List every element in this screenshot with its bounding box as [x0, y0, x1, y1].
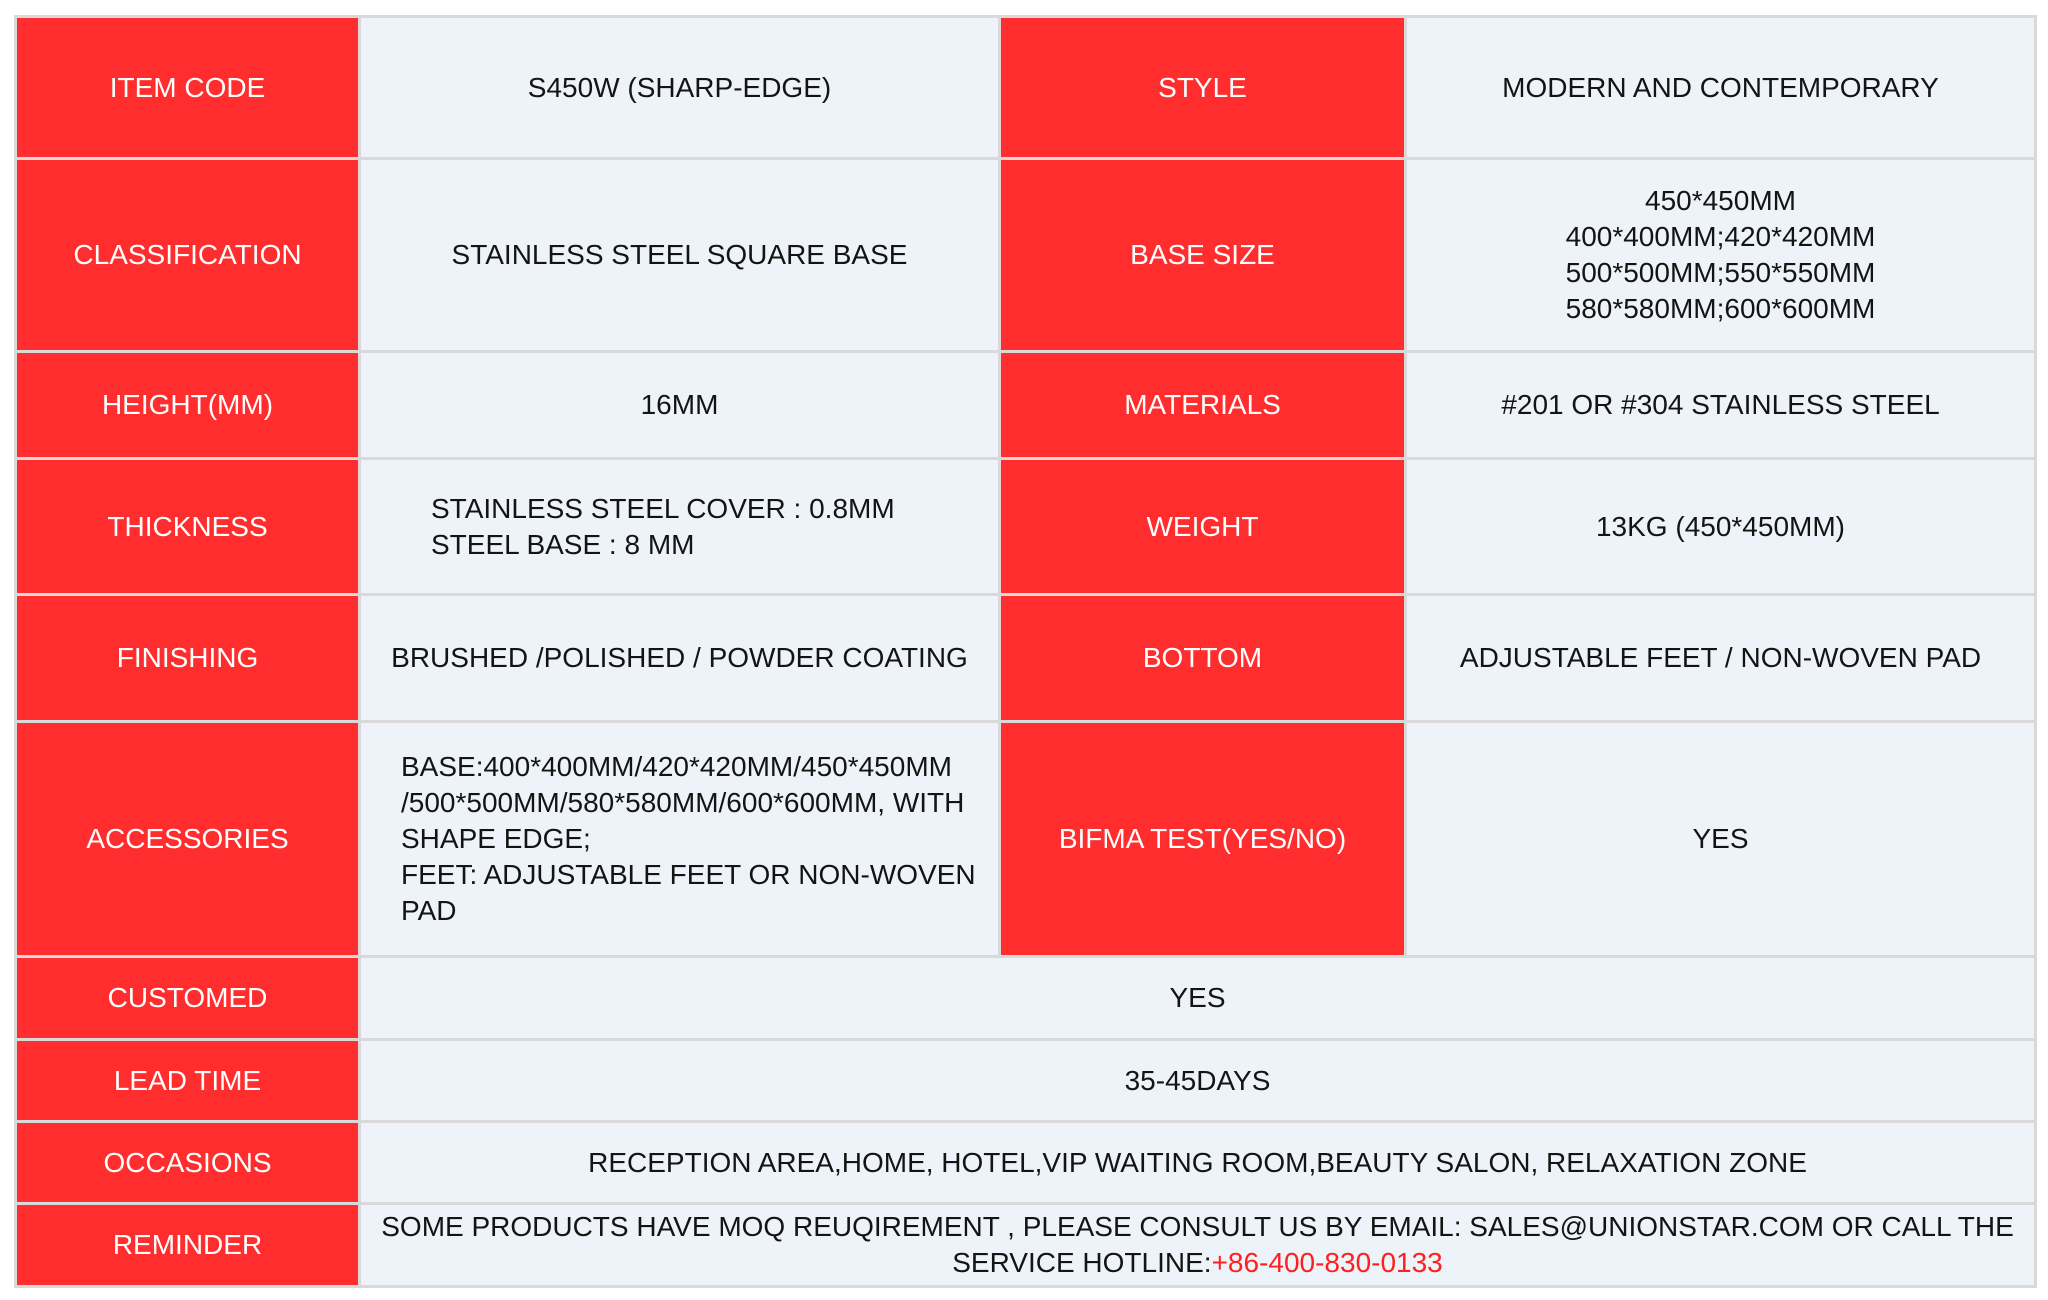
- thickness-value: [360, 459, 1000, 595]
- table-row: [16, 459, 2036, 595]
- table-row: [16, 1040, 2036, 1122]
- item-code-label: ITEM CODE: [16, 17, 360, 159]
- weight-label: WEIGHT: [1000, 459, 1406, 595]
- finishing-label: FINISHING: [16, 595, 360, 722]
- bifma-value: YES: [1406, 722, 2036, 957]
- table-row: [16, 957, 2036, 1040]
- base-size-value: [1406, 159, 2036, 352]
- table-row: [16, 595, 2036, 722]
- reminder-label: REMINDER: [16, 1204, 360, 1287]
- height-label: HEIGHT(MM): [16, 352, 360, 459]
- classification-value: STAINLESS STEEL SQUARE BASE: [360, 159, 1000, 352]
- table-row: [16, 17, 2036, 159]
- reminder-value: [360, 1204, 2036, 1287]
- item-code-value: S450W (SHARP-EDGE): [360, 17, 1000, 159]
- bottom-label: BOTTOM: [1000, 595, 1406, 722]
- lead-time-value: 35-45DAYS: [360, 1040, 2036, 1122]
- thickness-line: STEEL BASE : 8 MM: [431, 528, 695, 560]
- table-row: [16, 159, 2036, 352]
- reminder-line-1: SOME PRODUCTS HAVE MOQ REUQIREMENT , PLEASE CONSULT US BY EMAIL: SALES@UNIONSTAR.COM OR CALL THE: [381, 1211, 2014, 1242]
- customed-value: YES: [360, 957, 2036, 1040]
- base-size-line: 450*450MM: [1645, 185, 1796, 216]
- bifma-label: BIFMA TEST(YES/NO): [1000, 722, 1406, 957]
- reminder-line-2: [371, 1245, 2024, 1281]
- bottom-value: ADJUSTABLE FEET / NON-WOVEN PAD: [1406, 595, 2036, 722]
- lead-time-label: LEAD TIME: [16, 1040, 360, 1122]
- materials-value: #201 OR #304 STAINLESS STEEL: [1406, 352, 2036, 459]
- base-size-line: 500*500MM;550*550MM: [1565, 257, 1876, 288]
- table-row: [16, 352, 2036, 459]
- service-hotline-link[interactable]: +86-400-830-0133: [1211, 1247, 1443, 1278]
- occasions-label: OCCASIONS: [16, 1122, 360, 1204]
- thickness-line: STAINLESS STEEL COVER : 0.8MM: [431, 492, 895, 524]
- table-row: [16, 1204, 2036, 1287]
- base-size-label: BASE SIZE: [1000, 159, 1406, 352]
- accessories-label: ACCESSORIES: [16, 722, 360, 957]
- accessories-line: FEET: ADJUSTABLE FEET OR NON-WOVEN: [401, 859, 976, 890]
- accessories-line: /500*500MM/580*580MM/600*600MM, WITH: [401, 787, 965, 818]
- accessories-line: SHAPE EDGE;: [401, 823, 591, 854]
- finishing-value: BRUSHED /POLISHED / POWDER COATING: [360, 595, 1000, 722]
- classification-label: CLASSIFICATION: [16, 159, 360, 352]
- accessories-value: [360, 722, 1000, 957]
- table-row: [16, 1122, 2036, 1204]
- occasions-value: RECEPTION AREA,HOME, HOTEL,VIP WAITING ROOM,BEAUTY SALON, RELAXATION ZONE: [360, 1122, 2036, 1204]
- accessories-line: PAD: [401, 895, 457, 926]
- style-value: MODERN AND CONTEMPORARY: [1406, 17, 2036, 159]
- spec-table: [14, 15, 2037, 1288]
- table-row: [16, 722, 2036, 957]
- reminder-hotline-prefix: SERVICE HOTLINE:: [952, 1247, 1212, 1278]
- materials-label: MATERIALS: [1000, 352, 1406, 459]
- thickness-label: THICKNESS: [16, 459, 360, 595]
- customed-label: CUSTOMED: [16, 957, 360, 1040]
- height-value: 16MM: [360, 352, 1000, 459]
- accessories-line: BASE:400*400MM/420*420MM/450*450MM: [401, 751, 952, 782]
- base-size-line: 580*580MM;600*600MM: [1565, 293, 1876, 324]
- weight-value: 13KG (450*450MM): [1406, 459, 2036, 595]
- base-size-line: 400*400MM;420*420MM: [1565, 221, 1876, 252]
- style-label: STYLE: [1000, 17, 1406, 159]
